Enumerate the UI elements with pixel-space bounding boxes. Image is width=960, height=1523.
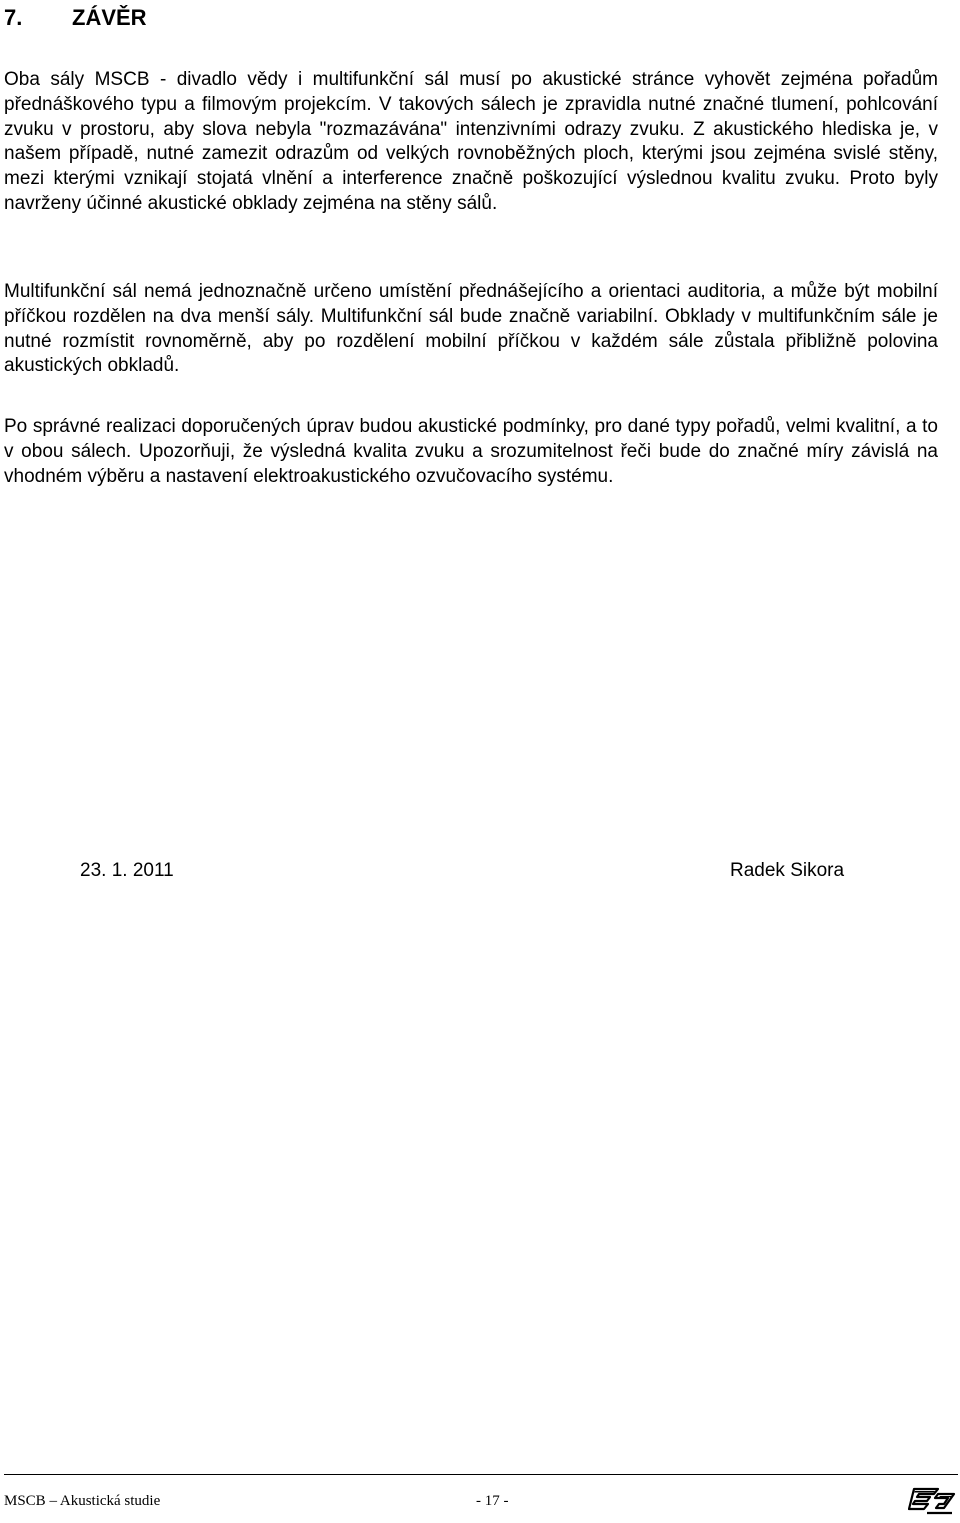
signature-name: Radek Sikora (730, 860, 845, 881)
signature-date: 23. 1. 2011 (80, 860, 174, 881)
paragraph-1: Oba sály MSCB - divadlo vědy i multifunkční sál musí po akustické stránce vyhovět zejména pořadům přednáškového typu a filmovým projekcím. V takových sálech je zpravidla nutné značné tlumení, pohlcování zvuku v prostoru, aby slova nebyla "rozmazávána" intenzivními odrazy zvuku. Z akustického hlediska je, v našem případě, nutné zamezit odrazům od velkých rovnoběžných ploch, kterými jsou zejména svislé stěny, mezi kterými vznikají stojatá vlnění a interference značně poškozující výslednou kvalitu zvuku. Proto byly navrženy účinné akustické obklady zejména na stěny sálů. (4, 69, 938, 214)
footer-page-number: - 17 - (476, 1493, 509, 1509)
section-number: 7. (4, 5, 23, 30)
section-title: ZÁVĚR (72, 5, 147, 30)
paragraph-3: Po správné realizaci doporučených úprav budou akustické podmínky, pro dané typy pořadů, velmi kvalitní, a to v obou sálech. Upozorňuji, že výsledná kvalita zvuku a srozumitelnost řeči bude do značné míry závislá na vhodném výběru a nastavení elektroakustického ozvučovacího systému. (4, 416, 938, 487)
company-logo-icon (908, 1485, 958, 1519)
paragraph-2: Multifunkční sál nemá jednoznačně určeno umístění přednášejícího a orientaci auditoria, a může být mobilní příčkou rozdělen na dva menší sály. Multifunkční sál bude značně variabilní. Obklady v multifunkčním sále je nutné rozmístit rovnoměrně, aby po rozdělení mobilní příčkou v každém sále zůstala přibližně polovina akustických obkladů. (4, 281, 938, 377)
footer-document-title: MSCB – Akustická studie (4, 1493, 161, 1509)
section-heading (4, 4, 147, 32)
footer-divider (4, 1474, 958, 1475)
